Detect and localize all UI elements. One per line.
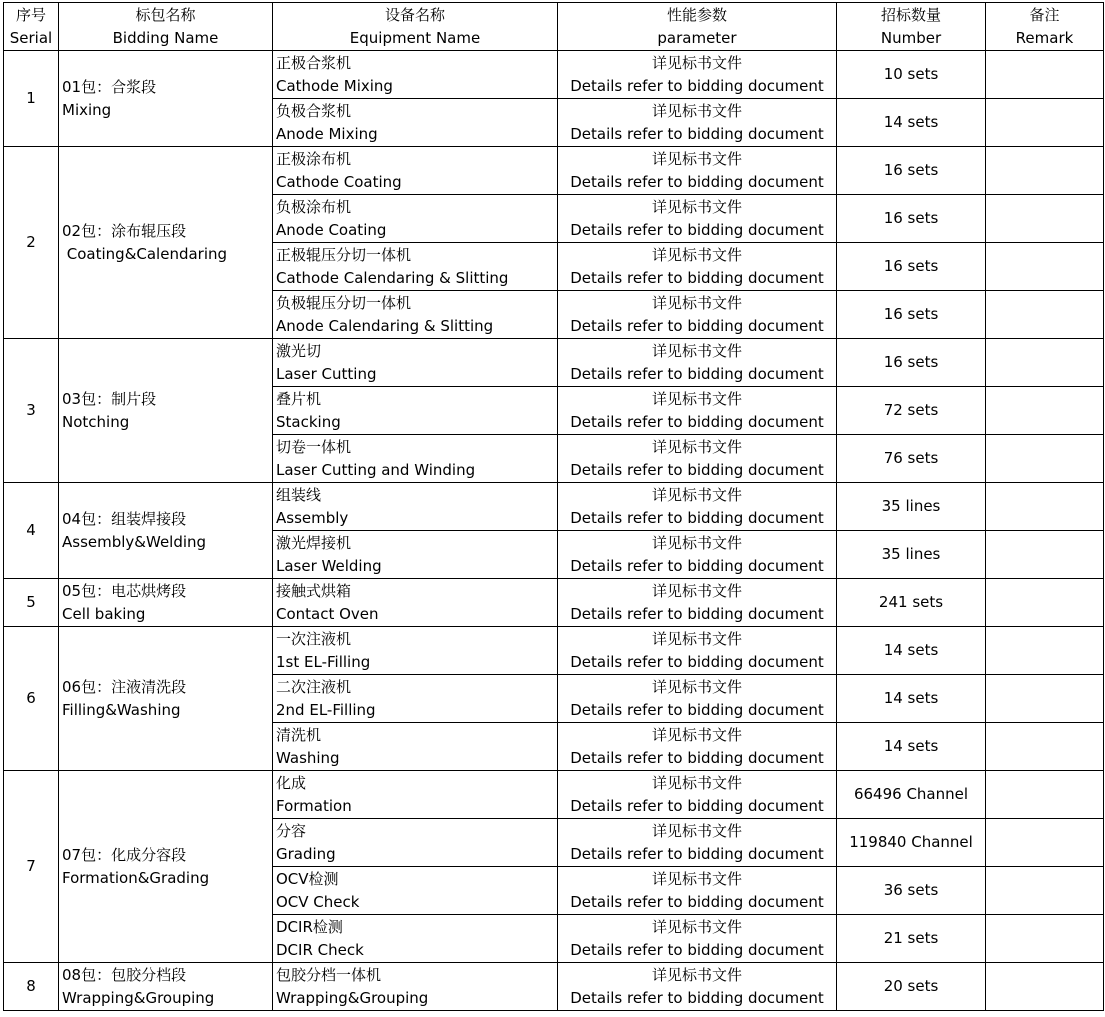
equipment-name-en: Cathode Coating bbox=[276, 172, 402, 191]
parameter-zh: 详见标书文件 bbox=[651, 197, 742, 216]
parameter-zh: 详见标书文件 bbox=[651, 53, 742, 72]
equipment-name-zh: 二次注液机 bbox=[276, 677, 352, 696]
equipment-name-zh: 正极辊压分切一体机 bbox=[276, 245, 412, 264]
parameter-zh: 详见标书文件 bbox=[651, 629, 742, 648]
bidding-name-zh: 04包：组装焊接段 bbox=[62, 509, 187, 528]
parameter-cell bbox=[558, 339, 837, 387]
equipment-name-zh: 叠片机 bbox=[276, 389, 322, 408]
equipment-name-en: 1st EL-Filling bbox=[276, 652, 371, 671]
header-param-zh: 性能参数 bbox=[666, 5, 727, 24]
bidding-name-cell bbox=[59, 627, 273, 771]
parameter-zh: 详见标书文件 bbox=[651, 869, 742, 888]
equipment-name-en: Stacking bbox=[276, 412, 341, 431]
equipment-name-zh: 负极合浆机 bbox=[276, 101, 352, 120]
remark-cell bbox=[986, 963, 1104, 1011]
parameter-en: Details refer to bidding document bbox=[570, 892, 824, 911]
header-bidding-zh: 标包名称 bbox=[135, 5, 196, 24]
parameter-zh: 详见标书文件 bbox=[651, 965, 742, 984]
remark-cell bbox=[986, 915, 1104, 963]
remark-cell bbox=[986, 99, 1104, 147]
equipment-name-en: Wrapping&Grouping bbox=[276, 988, 429, 1007]
parameter-en: Details refer to bidding document bbox=[570, 412, 824, 431]
parameter-zh: 详见标书文件 bbox=[651, 581, 742, 600]
parameter-en: Details refer to bidding document bbox=[570, 220, 824, 239]
bidding-name-en: Mixing bbox=[62, 100, 112, 119]
bidding-name-cell bbox=[59, 483, 273, 579]
table-row bbox=[4, 963, 1104, 1011]
equipment-name-cell bbox=[273, 915, 558, 963]
table-row bbox=[4, 147, 1104, 195]
equipment-name-zh: 清洗机 bbox=[276, 725, 322, 744]
bidding-name-en: Assembly&Welding bbox=[62, 532, 207, 551]
parameter-zh: 详见标书文件 bbox=[651, 341, 742, 360]
remark-cell bbox=[986, 483, 1104, 531]
parameter-cell bbox=[558, 627, 837, 675]
parameter-cell bbox=[558, 579, 837, 627]
header-serial-en: Serial bbox=[9, 28, 53, 47]
table-row bbox=[4, 627, 1104, 675]
number-cell: 16 sets bbox=[837, 291, 986, 339]
equipment-name-zh: 激光焊接机 bbox=[276, 533, 352, 552]
parameter-en: Details refer to bidding document bbox=[570, 508, 824, 527]
number-cell: 10 sets bbox=[837, 51, 986, 99]
bidding-name-en: Filling&Washing bbox=[62, 700, 181, 719]
equipment-name-zh: DCIR检测 bbox=[276, 917, 343, 936]
header-number-zh: 招标数量 bbox=[880, 5, 941, 24]
header-serial-zh: 序号 bbox=[15, 5, 46, 24]
parameter-cell bbox=[558, 963, 837, 1011]
parameter-en: Details refer to bidding document bbox=[570, 604, 824, 623]
bidding-name-cell bbox=[59, 963, 273, 1011]
equipment-name-cell bbox=[273, 291, 558, 339]
equipment-name-zh: 一次注液机 bbox=[276, 629, 352, 648]
number-cell: 76 sets bbox=[837, 435, 986, 483]
serial-cell: 6 bbox=[4, 627, 59, 771]
bidding-name-en: Wrapping&Grouping bbox=[62, 988, 215, 1007]
parameter-zh: 详见标书文件 bbox=[651, 917, 742, 936]
header-number-en: Number bbox=[880, 28, 942, 47]
header-equipment-name bbox=[273, 3, 558, 51]
parameter-en: Details refer to bidding document bbox=[570, 988, 824, 1007]
bidding-name-zh: 03包：制片段 bbox=[62, 389, 157, 408]
header-row bbox=[4, 3, 1104, 51]
parameter-en: Details refer to bidding document bbox=[570, 556, 824, 575]
equipment-name-cell bbox=[273, 387, 558, 435]
equipment-name-zh: 分容 bbox=[276, 821, 307, 840]
parameter-en: Details refer to bidding document bbox=[570, 844, 824, 863]
number-cell: 20 sets bbox=[837, 963, 986, 1011]
parameter-zh: 详见标书文件 bbox=[651, 773, 742, 792]
parameter-cell bbox=[558, 819, 837, 867]
table-row bbox=[4, 771, 1104, 819]
parameter-zh: 详见标书文件 bbox=[651, 533, 742, 552]
equipment-name-en: Cathode Calendaring & Slitting bbox=[276, 268, 509, 287]
equipment-name-zh: 正极合浆机 bbox=[276, 53, 352, 72]
parameter-cell bbox=[558, 531, 837, 579]
remark-cell bbox=[986, 819, 1104, 867]
serial-cell: 5 bbox=[4, 579, 59, 627]
bidding-name-en: Coating&Calendaring bbox=[62, 244, 228, 263]
equipment-name-en: Anode Mixing bbox=[276, 124, 378, 143]
bidding-name-cell bbox=[59, 51, 273, 147]
parameter-cell bbox=[558, 435, 837, 483]
equipment-name-zh: 激光切 bbox=[276, 341, 322, 360]
parameter-zh: 详见标书文件 bbox=[651, 293, 742, 312]
remark-cell bbox=[986, 435, 1104, 483]
equipment-name-en: Contact Oven bbox=[276, 604, 379, 623]
parameter-zh: 详见标书文件 bbox=[651, 149, 742, 168]
bidding-name-zh: 02包：涂布辊压段 bbox=[62, 221, 187, 240]
remark-cell bbox=[986, 243, 1104, 291]
parameter-cell bbox=[558, 147, 837, 195]
equipment-name-en: Anode Calendaring & Slitting bbox=[276, 316, 494, 335]
parameter-zh: 详见标书文件 bbox=[651, 245, 742, 264]
equipment-name-zh: OCV检测 bbox=[276, 869, 339, 888]
equipment-name-cell bbox=[273, 963, 558, 1011]
remark-cell bbox=[986, 579, 1104, 627]
parameter-zh: 详见标书文件 bbox=[651, 437, 742, 456]
equipment-name-cell bbox=[273, 195, 558, 243]
header-remark-en: Remark bbox=[1015, 28, 1074, 47]
equipment-name-cell bbox=[273, 675, 558, 723]
parameter-zh: 详见标书文件 bbox=[651, 101, 742, 120]
bidding-name-en: Notching bbox=[62, 412, 130, 431]
parameter-en: Details refer to bidding document bbox=[570, 364, 824, 383]
bidding-name-en: Formation&Grading bbox=[62, 868, 210, 887]
equipment-name-zh: 接触式烘箱 bbox=[276, 581, 352, 600]
remark-cell bbox=[986, 51, 1104, 99]
equipment-name-en: Cathode Mixing bbox=[276, 76, 393, 95]
number-cell: 119840 Channel bbox=[837, 819, 986, 867]
equipment-name-en: Anode Coating bbox=[276, 220, 387, 239]
equipment-name-cell bbox=[273, 579, 558, 627]
parameter-en: Details refer to bidding document bbox=[570, 748, 824, 767]
equipment-name-en: Grading bbox=[276, 844, 336, 863]
serial-cell: 7 bbox=[4, 771, 59, 963]
number-cell: 16 sets bbox=[837, 339, 986, 387]
bidding-name-cell bbox=[59, 339, 273, 483]
equipment-name-en: 2nd EL-Filling bbox=[276, 700, 376, 719]
table-row bbox=[4, 483, 1104, 531]
remark-cell bbox=[986, 195, 1104, 243]
bidding-name-en: Cell baking bbox=[62, 604, 146, 623]
number-cell: 66496 Channel bbox=[837, 771, 986, 819]
bidding-name-cell bbox=[59, 147, 273, 339]
serial-cell: 2 bbox=[4, 147, 59, 339]
equipment-name-en: Laser Cutting and Winding bbox=[276, 460, 476, 479]
parameter-en: Details refer to bidding document bbox=[570, 460, 824, 479]
header-serial bbox=[4, 3, 59, 51]
number-cell: 14 sets bbox=[837, 99, 986, 147]
serial-cell: 1 bbox=[4, 51, 59, 147]
number-cell: 35 lines bbox=[837, 531, 986, 579]
number-cell: 36 sets bbox=[837, 867, 986, 915]
parameter-cell bbox=[558, 51, 837, 99]
parameter-en: Details refer to bidding document bbox=[570, 940, 824, 959]
header-remark bbox=[986, 3, 1104, 51]
parameter-en: Details refer to bidding document bbox=[570, 316, 824, 335]
parameter-cell bbox=[558, 675, 837, 723]
number-cell: 241 sets bbox=[837, 579, 986, 627]
equipment-name-en: OCV Check bbox=[276, 892, 360, 911]
equipment-name-cell bbox=[273, 531, 558, 579]
equipment-name-cell bbox=[273, 867, 558, 915]
equipment-name-en: Washing bbox=[276, 748, 340, 767]
remark-cell bbox=[986, 291, 1104, 339]
remark-cell bbox=[986, 387, 1104, 435]
equipment-name-en: Laser Cutting bbox=[276, 364, 377, 383]
parameter-zh: 详见标书文件 bbox=[651, 725, 742, 744]
header-equipment-zh: 设备名称 bbox=[384, 5, 445, 24]
bidding-name-cell bbox=[59, 579, 273, 627]
bidding-name-zh: 01包：合浆段 bbox=[62, 77, 157, 96]
parameter-en: Details refer to bidding document bbox=[570, 652, 824, 671]
number-cell: 35 lines bbox=[837, 483, 986, 531]
number-cell: 16 sets bbox=[837, 195, 986, 243]
equipment-name-zh: 切卷一体机 bbox=[276, 437, 352, 456]
equipment-name-cell bbox=[273, 483, 558, 531]
remark-cell bbox=[986, 627, 1104, 675]
parameter-cell bbox=[558, 291, 837, 339]
equipment-name-cell bbox=[273, 51, 558, 99]
remark-cell bbox=[986, 867, 1104, 915]
header-parameter bbox=[558, 3, 837, 51]
equipment-name-zh: 负极辊压分切一体机 bbox=[276, 293, 412, 312]
parameter-cell bbox=[558, 243, 837, 291]
parameter-en: Details refer to bidding document bbox=[570, 796, 824, 815]
bidding-name-zh: 08包：包胶分档段 bbox=[62, 965, 187, 984]
bidding-name-zh: 06包：注液清洗段 bbox=[62, 677, 187, 696]
parameter-zh: 详见标书文件 bbox=[651, 389, 742, 408]
equipment-name-cell bbox=[273, 771, 558, 819]
remark-cell bbox=[986, 531, 1104, 579]
equipment-name-cell bbox=[273, 243, 558, 291]
parameter-zh: 详见标书文件 bbox=[651, 677, 742, 696]
number-cell: 72 sets bbox=[837, 387, 986, 435]
parameter-en: Details refer to bidding document bbox=[570, 700, 824, 719]
equipment-name-zh: 包胶分档一体机 bbox=[276, 965, 382, 984]
number-cell: 16 sets bbox=[837, 243, 986, 291]
parameter-cell bbox=[558, 915, 837, 963]
equipment-name-cell bbox=[273, 627, 558, 675]
serial-cell: 3 bbox=[4, 339, 59, 483]
equipment-name-en: DCIR Check bbox=[276, 940, 364, 959]
equipment-name-en: Assembly bbox=[276, 508, 349, 527]
equipment-name-zh: 化成 bbox=[276, 773, 307, 792]
number-cell: 21 sets bbox=[837, 915, 986, 963]
parameter-cell bbox=[558, 867, 837, 915]
equipment-name-cell bbox=[273, 435, 558, 483]
equipment-name-zh: 负极涂布机 bbox=[276, 197, 352, 216]
serial-cell: 8 bbox=[4, 963, 59, 1011]
remark-cell bbox=[986, 723, 1104, 771]
equipment-name-en: Laser Welding bbox=[276, 556, 382, 575]
header-bidding-en: Bidding Name bbox=[112, 28, 219, 47]
remark-cell bbox=[986, 675, 1104, 723]
bidding-table bbox=[3, 2, 1104, 1011]
parameter-cell bbox=[558, 723, 837, 771]
parameter-en: Details refer to bidding document bbox=[570, 172, 824, 191]
parameter-cell bbox=[558, 771, 837, 819]
equipment-name-cell bbox=[273, 723, 558, 771]
bidding-name-cell bbox=[59, 771, 273, 963]
equipment-name-cell bbox=[273, 339, 558, 387]
parameter-cell bbox=[558, 483, 837, 531]
header-param-en: parameter bbox=[657, 28, 737, 47]
serial-cell: 4 bbox=[4, 483, 59, 579]
parameter-cell bbox=[558, 195, 837, 243]
number-cell: 14 sets bbox=[837, 675, 986, 723]
table-row bbox=[4, 339, 1104, 387]
remark-cell bbox=[986, 771, 1104, 819]
parameter-zh: 详见标书文件 bbox=[651, 821, 742, 840]
equipment-name-zh: 组装线 bbox=[276, 485, 322, 504]
header-equipment-en: Equipment Name bbox=[349, 28, 481, 47]
parameter-en: Details refer to bidding document bbox=[570, 124, 824, 143]
equipment-name-cell bbox=[273, 147, 558, 195]
table-row bbox=[4, 51, 1104, 99]
header-remark-zh: 备注 bbox=[1029, 5, 1060, 24]
header-number bbox=[837, 3, 986, 51]
equipment-name-zh: 正极涂布机 bbox=[276, 149, 352, 168]
remark-cell bbox=[986, 339, 1104, 387]
table-row bbox=[4, 579, 1104, 627]
number-cell: 14 sets bbox=[837, 723, 986, 771]
parameter-cell bbox=[558, 387, 837, 435]
equipment-name-en: Formation bbox=[276, 796, 352, 815]
table-body bbox=[4, 51, 1104, 1011]
remark-cell bbox=[986, 147, 1104, 195]
parameter-zh: 详见标书文件 bbox=[651, 485, 742, 504]
header-bidding-name bbox=[59, 3, 273, 51]
number-cell: 14 sets bbox=[837, 627, 986, 675]
equipment-name-cell bbox=[273, 99, 558, 147]
bidding-name-zh: 07包：化成分容段 bbox=[62, 845, 187, 864]
parameter-en: Details refer to bidding document bbox=[570, 76, 824, 95]
equipment-name-cell bbox=[273, 819, 558, 867]
number-cell: 16 sets bbox=[837, 147, 986, 195]
parameter-en: Details refer to bidding document bbox=[570, 268, 824, 287]
parameter-cell bbox=[558, 99, 837, 147]
bidding-name-zh: 05包：电芯烘烤段 bbox=[62, 581, 187, 600]
